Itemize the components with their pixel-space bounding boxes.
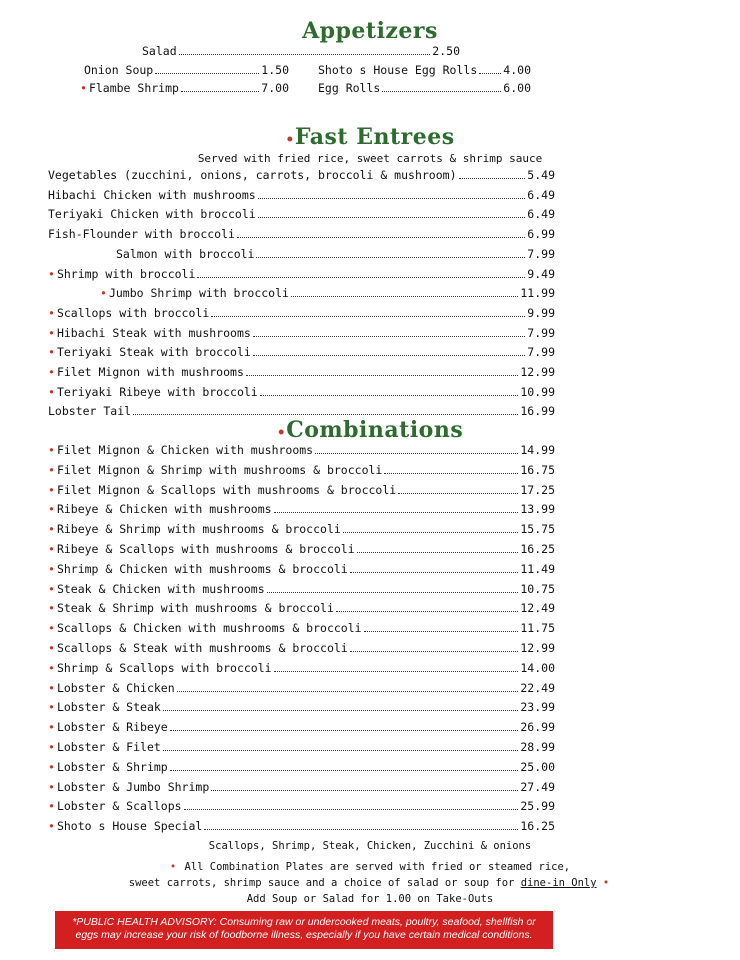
menu-item bbox=[48, 760, 555, 779]
star-marker-icon: • bbox=[48, 325, 55, 340]
item-price: 12.99 bbox=[520, 641, 555, 655]
section-title: Fast Entrees bbox=[294, 124, 455, 150]
dot-leader bbox=[260, 395, 519, 396]
dot-leader bbox=[479, 73, 501, 74]
item-price: 25.99 bbox=[520, 799, 555, 814]
star-marker-icon: • bbox=[48, 601, 55, 616]
dot-leader bbox=[197, 277, 525, 278]
item-price: 7.99 bbox=[527, 345, 555, 360]
star-marker-icon: • bbox=[276, 425, 287, 441]
menu-item bbox=[48, 365, 555, 384]
item-name: Scallops & Steak with mushrooms & broccoli bbox=[56, 641, 348, 655]
item-price: 11.49 bbox=[520, 561, 555, 576]
combination-note-line2 bbox=[0, 875, 740, 891]
dot-leader bbox=[163, 710, 519, 711]
item-name: Filet Mignon with mushrooms bbox=[56, 365, 244, 379]
dot-leader bbox=[350, 572, 519, 573]
item-price: 23.99 bbox=[520, 700, 555, 715]
menu-item bbox=[48, 345, 555, 364]
item-price: 10.99 bbox=[520, 384, 555, 399]
menu-item-house-egg-rolls bbox=[318, 63, 531, 82]
menu-item bbox=[48, 740, 555, 759]
combination-note-line1 bbox=[0, 859, 740, 875]
dot-leader bbox=[177, 691, 519, 692]
menu-item bbox=[48, 641, 555, 660]
item-price: 1.50 bbox=[261, 63, 289, 77]
item-price: 7.99 bbox=[527, 325, 555, 340]
item-name: Lobster & Chicken bbox=[56, 680, 175, 695]
dot-leader bbox=[336, 611, 518, 612]
dine-in-only-text: dine-in Only bbox=[520, 877, 597, 889]
item-price: 6.99 bbox=[527, 227, 555, 242]
combinations-heading bbox=[0, 417, 740, 443]
item-price: 4.00 bbox=[503, 63, 531, 77]
menu-item bbox=[116, 247, 555, 266]
star-marker-icon: • bbox=[48, 561, 55, 576]
dot-leader bbox=[170, 730, 519, 731]
item-name: Hibachi Steak with mushrooms bbox=[56, 325, 251, 340]
item-name: Scallops with broccoli bbox=[56, 305, 210, 320]
star-marker-icon: • bbox=[48, 660, 55, 675]
menu-item bbox=[48, 267, 555, 286]
star-marker-icon: • bbox=[48, 759, 55, 774]
item-price: 28.99 bbox=[520, 740, 555, 754]
dot-leader bbox=[267, 592, 519, 593]
item-name: Flambe Shrimp bbox=[88, 81, 179, 95]
dot-leader bbox=[253, 336, 525, 337]
item-price: 9.49 bbox=[527, 266, 555, 281]
star-marker-icon: • bbox=[48, 581, 55, 596]
dot-leader bbox=[181, 91, 259, 92]
dot-leader bbox=[184, 809, 519, 810]
item-price: 2.50 bbox=[432, 44, 460, 58]
item-name: Fish-Flounder with broccoli bbox=[48, 227, 235, 242]
fast-entrees-heading bbox=[0, 124, 740, 150]
combination-note-line3: Add Soup or Salad for 1.00 on Take-Outs bbox=[246, 893, 494, 905]
dot-leader bbox=[237, 237, 525, 238]
menu-item bbox=[48, 443, 555, 462]
menu-item bbox=[48, 582, 555, 601]
item-name: Teriyaki Chicken with broccoli bbox=[48, 207, 256, 222]
item-price: 14.99 bbox=[520, 443, 555, 457]
item-price: 16.75 bbox=[520, 462, 555, 477]
item-price: 15.75 bbox=[520, 522, 555, 537]
item-price: 25.00 bbox=[520, 759, 555, 774]
item-price: 11.75 bbox=[520, 621, 555, 636]
item-price: 17.25 bbox=[520, 482, 555, 497]
menu-item bbox=[48, 306, 555, 325]
dot-leader bbox=[315, 453, 518, 454]
menu-item-egg-rolls bbox=[318, 81, 531, 100]
item-name: Salmon with broccoli bbox=[116, 246, 255, 261]
menu-item bbox=[48, 326, 555, 345]
item-price: 6.00 bbox=[503, 81, 531, 95]
item-name: Shoto s House Special bbox=[56, 819, 203, 834]
dot-leader bbox=[256, 257, 525, 258]
item-name: Hibachi Chicken with mushrooms bbox=[48, 187, 256, 202]
star-marker-icon: • bbox=[48, 305, 55, 320]
item-price: 12.49 bbox=[520, 601, 555, 616]
dot-leader bbox=[163, 750, 519, 751]
menu-item bbox=[48, 168, 555, 187]
dot-leader bbox=[274, 671, 519, 672]
dot-leader bbox=[211, 316, 525, 317]
item-price: 16.99 bbox=[520, 404, 555, 419]
dot-leader bbox=[204, 829, 518, 830]
item-name: Lobster & Shrimp bbox=[56, 759, 168, 774]
star-marker-icon: • bbox=[48, 819, 55, 834]
star-marker-icon: • bbox=[48, 799, 55, 814]
star-marker-icon: • bbox=[169, 861, 177, 873]
item-name: Steak & Shrimp with mushrooms & broccoli bbox=[56, 601, 334, 616]
menu-item bbox=[48, 819, 555, 838]
item-name: Shrimp with broccoli bbox=[56, 266, 196, 281]
item-name: Lobster & Scallops bbox=[56, 799, 182, 814]
item-price: 7.99 bbox=[527, 246, 555, 261]
item-name: Lobster Tail bbox=[48, 404, 132, 419]
section-title: Combinations bbox=[286, 417, 464, 443]
item-name: Egg Rolls bbox=[318, 81, 381, 95]
menu-item bbox=[48, 483, 555, 502]
item-name: Shoto s House Egg Rolls bbox=[318, 63, 478, 77]
item-price: 12.99 bbox=[520, 365, 555, 379]
dot-leader bbox=[291, 296, 518, 297]
item-name: Salad bbox=[142, 44, 177, 58]
dot-leader bbox=[357, 552, 519, 553]
star-marker-icon: • bbox=[100, 286, 107, 301]
dot-leader bbox=[364, 631, 519, 632]
fast-entrees-subtitle: Served with fried rice, sweet carrots & shrimp sauce bbox=[197, 152, 543, 165]
note-text: All Combination Plates are served with fried or steamed rice, bbox=[184, 861, 571, 873]
dot-leader bbox=[211, 790, 518, 791]
dot-leader bbox=[246, 375, 519, 376]
star-marker-icon: • bbox=[285, 132, 295, 148]
item-name: Vegetables (zucchini, onions, carrots, broccoli & mushroom) bbox=[48, 168, 457, 182]
star-marker-icon: • bbox=[48, 482, 55, 497]
dot-leader bbox=[343, 532, 519, 533]
menu-item bbox=[48, 542, 555, 561]
menu-item bbox=[48, 799, 555, 818]
star-marker-icon: • bbox=[48, 443, 55, 457]
dot-leader bbox=[155, 73, 259, 74]
item-price: 22.49 bbox=[520, 680, 555, 695]
item-price: 26.99 bbox=[520, 720, 555, 735]
star-marker-icon: • bbox=[48, 740, 55, 754]
item-name: Shrimp & Scallops with broccoli bbox=[56, 660, 272, 675]
dot-leader bbox=[384, 473, 518, 474]
star-marker-icon: • bbox=[48, 680, 55, 695]
item-name: Ribeye & Scallops with mushrooms & broccoli bbox=[56, 542, 355, 556]
star-marker-icon: • bbox=[48, 502, 55, 517]
item-name: Shrimp & Chicken with mushrooms & broccoli bbox=[56, 561, 348, 576]
item-name: Filet Mignon & Shrimp with mushrooms & broccoli bbox=[56, 462, 383, 477]
star-marker-icon: • bbox=[48, 266, 55, 281]
dot-leader bbox=[274, 512, 519, 513]
item-price: 5.49 bbox=[527, 168, 555, 182]
item-name: Scallops & Chicken with mushrooms & broccoli bbox=[56, 621, 362, 636]
item-price: 27.49 bbox=[520, 779, 555, 794]
item-price: 16.25 bbox=[520, 542, 555, 556]
star-marker-icon: • bbox=[48, 720, 55, 735]
menu-item-onion-soup bbox=[84, 63, 289, 82]
star-marker-icon: • bbox=[48, 365, 55, 379]
menu-item bbox=[48, 522, 555, 541]
dot-leader bbox=[350, 651, 519, 652]
star-marker-icon: • bbox=[80, 81, 87, 95]
star-marker-icon: • bbox=[48, 621, 55, 636]
item-price: 14.00 bbox=[520, 660, 555, 675]
item-name: Teriyaki Steak with broccoli bbox=[56, 345, 251, 360]
dot-leader bbox=[253, 355, 525, 356]
menu-item bbox=[48, 780, 555, 799]
item-name: Lobster & Filet bbox=[56, 740, 161, 754]
menu-item bbox=[48, 681, 555, 700]
star-marker-icon: • bbox=[48, 345, 55, 360]
star-marker-icon: • bbox=[48, 700, 55, 715]
star-marker-icon: • bbox=[48, 779, 55, 794]
item-price: 9.99 bbox=[527, 305, 555, 320]
menu-item bbox=[48, 720, 555, 739]
menu-item-flambe-shrimp bbox=[80, 81, 289, 100]
star-marker-icon: • bbox=[48, 542, 55, 556]
dot-leader bbox=[459, 178, 526, 179]
item-name: Lobster & Ribeye bbox=[56, 720, 168, 735]
menu-item bbox=[48, 188, 555, 207]
item-name: Lobster & Jumbo Shrimp bbox=[56, 779, 210, 794]
item-price: 6.49 bbox=[527, 187, 555, 202]
menu-item bbox=[100, 286, 555, 305]
item-name: Lobster & Steak bbox=[56, 700, 161, 715]
star-marker-icon: • bbox=[602, 877, 610, 889]
menu-item bbox=[48, 700, 555, 719]
star-marker-icon: • bbox=[48, 384, 55, 399]
item-price: 7.00 bbox=[261, 81, 289, 95]
appetizers-heading: Appetizers bbox=[302, 18, 438, 44]
item-price: 16.25 bbox=[520, 819, 555, 834]
dot-leader bbox=[258, 198, 526, 199]
menu-item bbox=[48, 661, 555, 680]
menu-item bbox=[48, 227, 555, 246]
item-name: Filet Mignon & Scallops with mushrooms & broccoli bbox=[56, 482, 397, 497]
star-marker-icon: • bbox=[48, 462, 55, 477]
house-special-description: Scallops, Shrimp, Steak, Chicken, Zucchini & onions bbox=[208, 840, 532, 852]
public-health-advisory: *PUBLIC HEALTH ADVISORY: Consuming raw or undercooked meats, poultry, seafood, shellfish or eggs may increase your risk of foodborne illness, especially if you have certain medical conditions. bbox=[55, 911, 553, 949]
dot-leader bbox=[179, 54, 431, 55]
item-name: Steak & Chicken with mushrooms bbox=[56, 581, 265, 596]
item-name: Teriyaki Ribeye with broccoli bbox=[56, 384, 258, 399]
item-price: 11.99 bbox=[520, 286, 555, 301]
star-marker-icon: • bbox=[48, 522, 55, 537]
item-name: Onion Soup bbox=[84, 63, 154, 77]
dot-leader bbox=[133, 414, 518, 415]
menu-item bbox=[48, 562, 555, 581]
dot-leader bbox=[382, 91, 501, 92]
menu-item bbox=[48, 463, 555, 482]
menu-item bbox=[48, 621, 555, 640]
menu-item bbox=[48, 385, 555, 404]
item-name: Filet Mignon & Chicken with mushrooms bbox=[56, 443, 314, 457]
menu-item bbox=[48, 502, 555, 521]
dot-leader bbox=[258, 217, 526, 218]
item-price: 13.99 bbox=[520, 502, 555, 517]
item-name: Ribeye & Shrimp with mushrooms & broccoli bbox=[56, 522, 341, 537]
item-price: 10.75 bbox=[520, 581, 555, 596]
menu-item bbox=[48, 207, 555, 226]
item-price: 6.49 bbox=[527, 207, 555, 222]
item-name: Ribeye & Chicken with mushrooms bbox=[56, 502, 272, 517]
dot-leader bbox=[170, 770, 519, 771]
dot-leader bbox=[398, 493, 518, 494]
note-text: sweet carrots, shrimp sauce and a choice of salad or soup for bbox=[128, 877, 515, 889]
star-marker-icon: • bbox=[48, 641, 55, 655]
menu-item bbox=[48, 601, 555, 620]
item-name: Jumbo Shrimp with broccoli bbox=[108, 286, 289, 301]
menu-item-salad bbox=[142, 44, 460, 63]
